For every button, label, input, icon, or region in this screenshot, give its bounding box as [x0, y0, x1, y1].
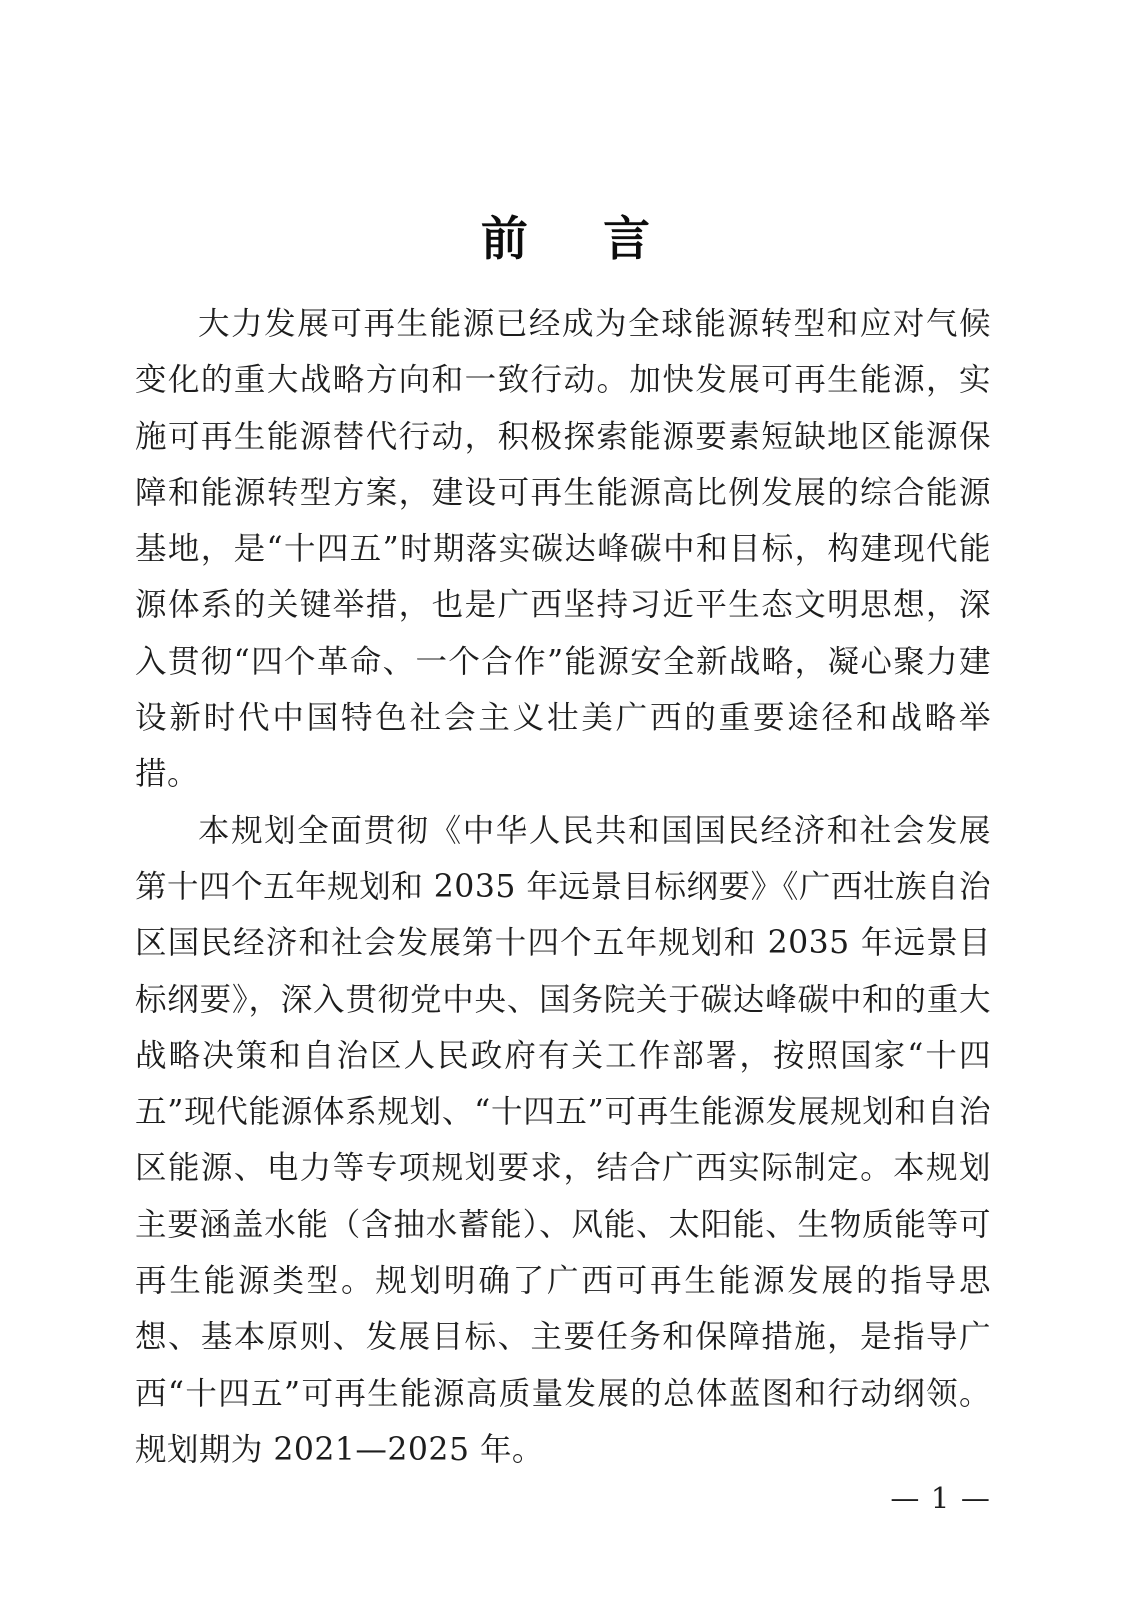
page-number: — 1 —: [890, 1481, 991, 1515]
page-title: 前 言: [480, 212, 665, 268]
body-paragraph-2: 本规划全面贯彻《中华人民共和国国民经济和社会发展第十四个五年规划和 2035 年远景目标纲要》《广西壮族自治区国民经济和社会发展第十四个五年规划和 2035 年远景目标纲要》，深入贯彻党中央、国务院关于碳达峰碳中和的重大战略决策和自治区人民政府有关工作部署，按照国家“十四五”现代能源体系规划、“十四五”可再生能源发展规划和自治区能源、电力等专项规划要求，结合广西实际制定。本规划主要涵盖水能（含抽水蓄能）、风能、太阳能、生物质能等可再生能源类型。规划明确了广西可再生能源发展的指导思想、基本原则、发展目标、主要任务和保障措施，是指导广西“十四五”可再生能源高质量发展的总体蓝图和行动纲领。规划期为 2021—2025 年。: [135, 812, 991, 1468]
document-body: [135, 296, 991, 1478]
body-paragraph-1: 大力发展可再生能源已经成为全球能源转型和应对气候变化的重大战略方向和一致行动。加快发展可再生能源，实施可再生能源替代行动，积极探索能源要素短缺地区能源保障和能源转型方案，建设可再生能源高比例发展的综合能源基地，是“十四五”时期落实碳达峰碳中和目标，构建现代能源体系的关键举措，也是广西坚持习近平生态文明思想，深入贯彻“四个革命、一个合作”能源安全新战略，凝心聚力建设新时代中国特色社会主义壮美广西的重要途径和战略举措。: [135, 306, 991, 793]
